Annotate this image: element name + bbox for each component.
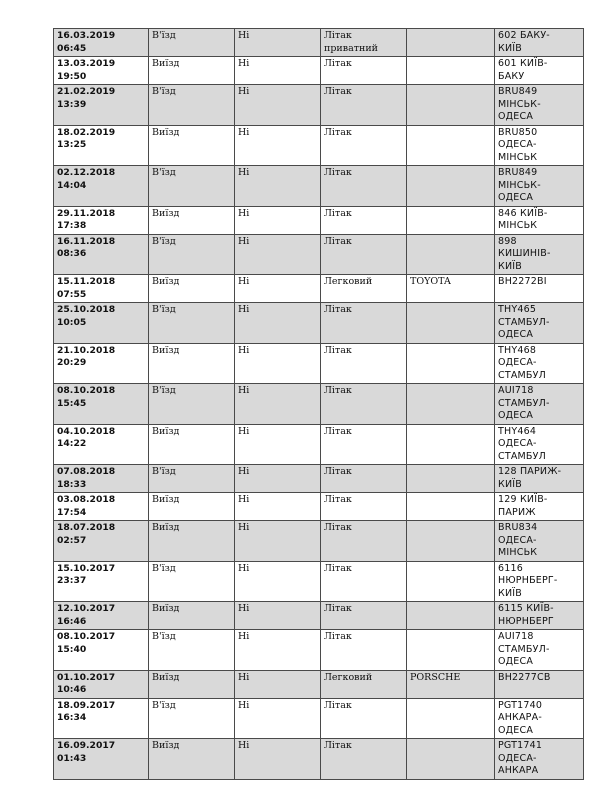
date-cell: 18.09.2017 16:34 (54, 698, 149, 739)
transport-cell (321, 602, 407, 630)
direction-cell: В'їзд (149, 166, 235, 207)
flight-cell-line: ОДЕСА (498, 724, 534, 736)
date-cell: 12.10.2017 16:46 (54, 602, 149, 630)
flag-cell: Ні (235, 275, 321, 303)
date-cell: 21.02.2019 13:39 (54, 85, 149, 126)
date-cell: 13.03.2019 19:50 (54, 57, 149, 85)
brand-cell (407, 739, 495, 780)
transport-cell-line: Літак (324, 126, 352, 138)
transport-cell (321, 630, 407, 671)
flight-cell (495, 234, 584, 275)
date-cell: 18.02.2019 13:25 (54, 125, 149, 166)
direction-cell: В'їзд (149, 698, 235, 739)
flag-cell: Ні (235, 206, 321, 234)
flight-cell-line: ОДЕСА- (498, 139, 537, 150)
table-row (54, 166, 584, 207)
date-cell: 16.11.2018 08:36 (54, 234, 149, 275)
flight-cell-line: AUI718 (498, 385, 534, 396)
transport-cell-line: Літак (324, 58, 352, 69)
flight-cell-line: ОДЕСА- (498, 534, 537, 546)
brand-cell (407, 424, 495, 465)
border-crossings-table (53, 28, 584, 780)
direction-cell: Виїзд (149, 739, 235, 780)
table-row (54, 275, 584, 303)
transport-cell-line: Літак (324, 385, 352, 396)
flag-cell: Ні (235, 343, 321, 384)
transport-cell (321, 57, 407, 85)
flight-cell (495, 739, 584, 780)
table-row (54, 465, 584, 493)
date-cell: 29.11.2018 17:38 (54, 206, 149, 234)
transport-cell-line: Літак (324, 304, 352, 315)
transport-cell-line: Легковий (324, 671, 373, 683)
flight-cell-line: БАКУ (498, 70, 525, 82)
table-row (54, 493, 584, 521)
flag-cell: Ні (235, 384, 321, 425)
direction-cell: В'їзд (149, 630, 235, 671)
flight-cell-line: КИЇВ (498, 478, 522, 490)
flight-cell-line: КИШИНІВ- (498, 248, 551, 259)
direction-cell: Виїзд (149, 424, 235, 465)
date-cell: 21.10.2018 20:29 (54, 343, 149, 384)
flight-cell (495, 303, 584, 344)
table-row (54, 29, 584, 57)
flight-cell (495, 424, 584, 465)
flight-cell (495, 384, 584, 425)
flag-cell: Ні (235, 29, 321, 57)
transport-cell (321, 384, 407, 425)
flight-cell-line: ОДЕСА- (498, 438, 537, 449)
flight-cell (495, 85, 584, 126)
transport-cell-line: Літак (324, 562, 352, 574)
table-row (54, 206, 584, 234)
direction-cell: В'їзд (149, 234, 235, 275)
transport-cell-line: Літак (324, 30, 352, 41)
flight-cell (495, 125, 584, 166)
flight-cell-line: PGT1740 (498, 699, 543, 711)
flight-cell (495, 206, 584, 234)
date-cell: 16.09.2017 01:43 (54, 739, 149, 780)
flight-cell (495, 275, 584, 303)
flag-cell: Ні (235, 85, 321, 126)
flight-cell-line: НЮРНБЕРГ- (498, 575, 558, 586)
flag-cell: Ні (235, 561, 321, 602)
brand-cell (407, 206, 495, 234)
transport-cell (321, 275, 407, 303)
table-row (54, 85, 584, 126)
flight-cell-line: ОДЕСА- (498, 752, 537, 764)
direction-cell: В'їзд (149, 303, 235, 344)
brand-cell (407, 493, 495, 521)
table-body (54, 29, 584, 780)
table-row (54, 125, 584, 166)
transport-cell-line: Літак (324, 235, 352, 247)
flight-cell-line: 846 КИЇВ- (498, 207, 548, 219)
date-cell: 03.08.2018 17:54 (54, 493, 149, 521)
flight-cell-line: ОДЕСА (498, 329, 534, 340)
flight-cell-line: СТАМБУЛ (498, 450, 546, 462)
flight-cell-line: PGT1741 (498, 740, 543, 751)
table-row (54, 303, 584, 344)
transport-cell-line: Літак (324, 699, 352, 711)
direction-cell: Виїзд (149, 521, 235, 562)
brand-cell (407, 303, 495, 344)
date-cell: 16.03.2019 06:45 (54, 29, 149, 57)
flight-cell-line: КИЇВ (498, 260, 522, 272)
direction-cell: Виїзд (149, 206, 235, 234)
table-row (54, 384, 584, 425)
flight-cell-line: КИЇВ (498, 42, 522, 54)
flight-cell-line: THY465 (498, 304, 537, 315)
flag-cell: Ні (235, 57, 321, 85)
brand-cell (407, 125, 495, 166)
flag-cell: Ні (235, 739, 321, 780)
direction-cell: В'їзд (149, 465, 235, 493)
flag-cell: Ні (235, 521, 321, 562)
transport-cell (321, 125, 407, 166)
brand-cell (407, 29, 495, 57)
brand-cell (407, 561, 495, 602)
transport-cell (321, 343, 407, 384)
flight-cell-line: 6116 (498, 562, 523, 574)
flag-cell: Ні (235, 630, 321, 671)
brand-cell (407, 465, 495, 493)
brand-cell (407, 521, 495, 562)
flag-cell: Ні (235, 602, 321, 630)
direction-cell: В'їзд (149, 29, 235, 57)
brand-cell: TOYOTA (407, 275, 495, 303)
transport-cell (321, 739, 407, 780)
flight-cell (495, 493, 584, 521)
transport-cell (321, 465, 407, 493)
brand-cell (407, 630, 495, 671)
flight-cell-line: 601 КИЇВ- (498, 58, 548, 69)
flight-cell-line: THY468 (498, 344, 537, 356)
flag-cell: Ні (235, 493, 321, 521)
flag-cell: Ні (235, 166, 321, 207)
table-row (54, 602, 584, 630)
brand-cell: PORSCHE (407, 670, 495, 698)
transport-cell (321, 85, 407, 126)
flight-cell (495, 166, 584, 207)
table-row (54, 670, 584, 698)
brand-cell (407, 57, 495, 85)
flight-cell (495, 698, 584, 739)
transport-cell (321, 698, 407, 739)
direction-cell: Виїзд (149, 343, 235, 384)
flight-cell (495, 602, 584, 630)
transport-cell-line: Літак (324, 466, 352, 477)
flight-cell (495, 630, 584, 671)
flight-cell-line: НЮРНБЕРГ (498, 615, 554, 627)
flight-cell-line: ОДЕСА (498, 410, 534, 421)
flight-cell-line: СТАМБУЛ- (498, 643, 550, 655)
table-row (54, 739, 584, 780)
date-cell: 02.12.2018 14:04 (54, 166, 149, 207)
flight-cell-line: СТАМБУЛ (498, 369, 546, 381)
direction-cell: В'їзд (149, 85, 235, 126)
flag-cell: Ні (235, 465, 321, 493)
flight-cell-line: BRU834 (498, 522, 538, 533)
direction-cell: Виїзд (149, 125, 235, 166)
direction-cell: Виїзд (149, 275, 235, 303)
date-cell: 07.08.2018 18:33 (54, 465, 149, 493)
flight-cell (495, 670, 584, 698)
flight-cell-line: AUI718 (498, 631, 534, 642)
flight-cell-line: СТАМБУЛ- (498, 316, 550, 328)
transport-cell (321, 521, 407, 562)
flag-cell: Ні (235, 234, 321, 275)
transport-cell-line: Літак (324, 631, 352, 642)
transport-cell-line: приватний (324, 42, 379, 54)
flight-cell-line: 898 (498, 235, 517, 247)
brand-cell (407, 602, 495, 630)
flight-cell (495, 57, 584, 85)
flight-cell-line: 6115 КИЇВ- (498, 603, 554, 614)
transport-cell (321, 303, 407, 344)
table-row (54, 57, 584, 85)
transport-cell-line: Літак (324, 207, 352, 219)
date-cell: 15.11.2018 07:55 (54, 275, 149, 303)
flight-cell-line: МІНСЬК- (498, 179, 541, 191)
flight-cell-line: BRU850 (498, 126, 538, 138)
transport-cell (321, 166, 407, 207)
brand-cell (407, 343, 495, 384)
flight-cell-line: МІНСЬК- (498, 98, 541, 110)
flight-cell-line: ВН2277СВ (498, 671, 551, 683)
flight-cell-line: АНКАРА- (498, 712, 542, 723)
flight-cell-line: МІНСЬК (498, 151, 538, 163)
flight-cell-line: МІНСЬК (498, 220, 538, 231)
flag-cell: Ні (235, 670, 321, 698)
flight-cell (495, 561, 584, 602)
brand-cell (407, 384, 495, 425)
flag-cell: Ні (235, 125, 321, 166)
direction-cell: В'їзд (149, 384, 235, 425)
direction-cell: Виїзд (149, 670, 235, 698)
table-row (54, 343, 584, 384)
flight-cell-line: ОДЕСА- (498, 357, 537, 368)
transport-cell (321, 206, 407, 234)
transport-cell-line: Літак (324, 344, 352, 356)
direction-cell: В'їзд (149, 561, 235, 602)
date-cell: 04.10.2018 14:22 (54, 424, 149, 465)
table-row (54, 698, 584, 739)
date-cell: 18.07.2018 02:57 (54, 521, 149, 562)
transport-cell (321, 561, 407, 602)
brand-cell (407, 85, 495, 126)
flight-cell-line: 128 ПАРИЖ- (498, 466, 562, 477)
transport-cell (321, 670, 407, 698)
flight-cell (495, 29, 584, 57)
date-cell: 08.10.2018 15:45 (54, 384, 149, 425)
flight-cell (495, 521, 584, 562)
table-row (54, 521, 584, 562)
direction-cell: Виїзд (149, 493, 235, 521)
transport-cell-line: Літак (324, 425, 352, 437)
flight-cell-line: 602 БАКУ- (498, 30, 550, 41)
date-cell: 25.10.2018 10:05 (54, 303, 149, 344)
date-cell: 15.10.2017 23:37 (54, 561, 149, 602)
table-row (54, 561, 584, 602)
transport-cell-line: Легковий (324, 276, 373, 287)
transport-cell (321, 234, 407, 275)
transport-cell-line: Літак (324, 522, 352, 533)
brand-cell (407, 234, 495, 275)
date-cell: 01.10.2017 10:46 (54, 670, 149, 698)
transport-cell-line: Літак (324, 167, 352, 178)
direction-cell: Виїзд (149, 57, 235, 85)
flight-cell-line: КИЇВ (498, 587, 522, 599)
transport-cell-line: Літак (324, 740, 352, 751)
flight-cell-line: ОДЕСА (498, 111, 534, 122)
flight-cell-line: BRU849 (498, 86, 538, 97)
transport-cell (321, 424, 407, 465)
transport-cell (321, 29, 407, 57)
brand-cell (407, 698, 495, 739)
flight-cell-line: ОДЕСА (498, 656, 534, 667)
date-cell: 08.10.2017 15:40 (54, 630, 149, 671)
table-row (54, 630, 584, 671)
flight-cell-line: МІНСЬК (498, 547, 538, 558)
flight-cell (495, 465, 584, 493)
flight-cell-line: 129 КИЇВ- (498, 494, 548, 505)
table-row (54, 424, 584, 465)
flight-cell-line: СТАМБУЛ- (498, 397, 550, 409)
transport-cell-line: Літак (324, 86, 352, 97)
brand-cell (407, 166, 495, 207)
flight-cell-line: ОДЕСА (498, 192, 534, 203)
flight-cell-line: THY464 (498, 425, 537, 437)
flag-cell: Ні (235, 303, 321, 344)
flight-cell-line: ВН2272ВІ (498, 276, 547, 287)
flag-cell: Ні (235, 698, 321, 739)
flight-cell (495, 343, 584, 384)
flag-cell: Ні (235, 424, 321, 465)
transport-cell-line: Літак (324, 494, 352, 505)
flight-cell-line: BRU849 (498, 167, 538, 178)
flight-cell-line: ПАРИЖ (498, 506, 536, 518)
flight-cell-line: АНКАРА (498, 765, 539, 776)
direction-cell: Виїзд (149, 602, 235, 630)
transport-cell (321, 493, 407, 521)
table-row (54, 234, 584, 275)
transport-cell-line: Літак (324, 603, 352, 614)
